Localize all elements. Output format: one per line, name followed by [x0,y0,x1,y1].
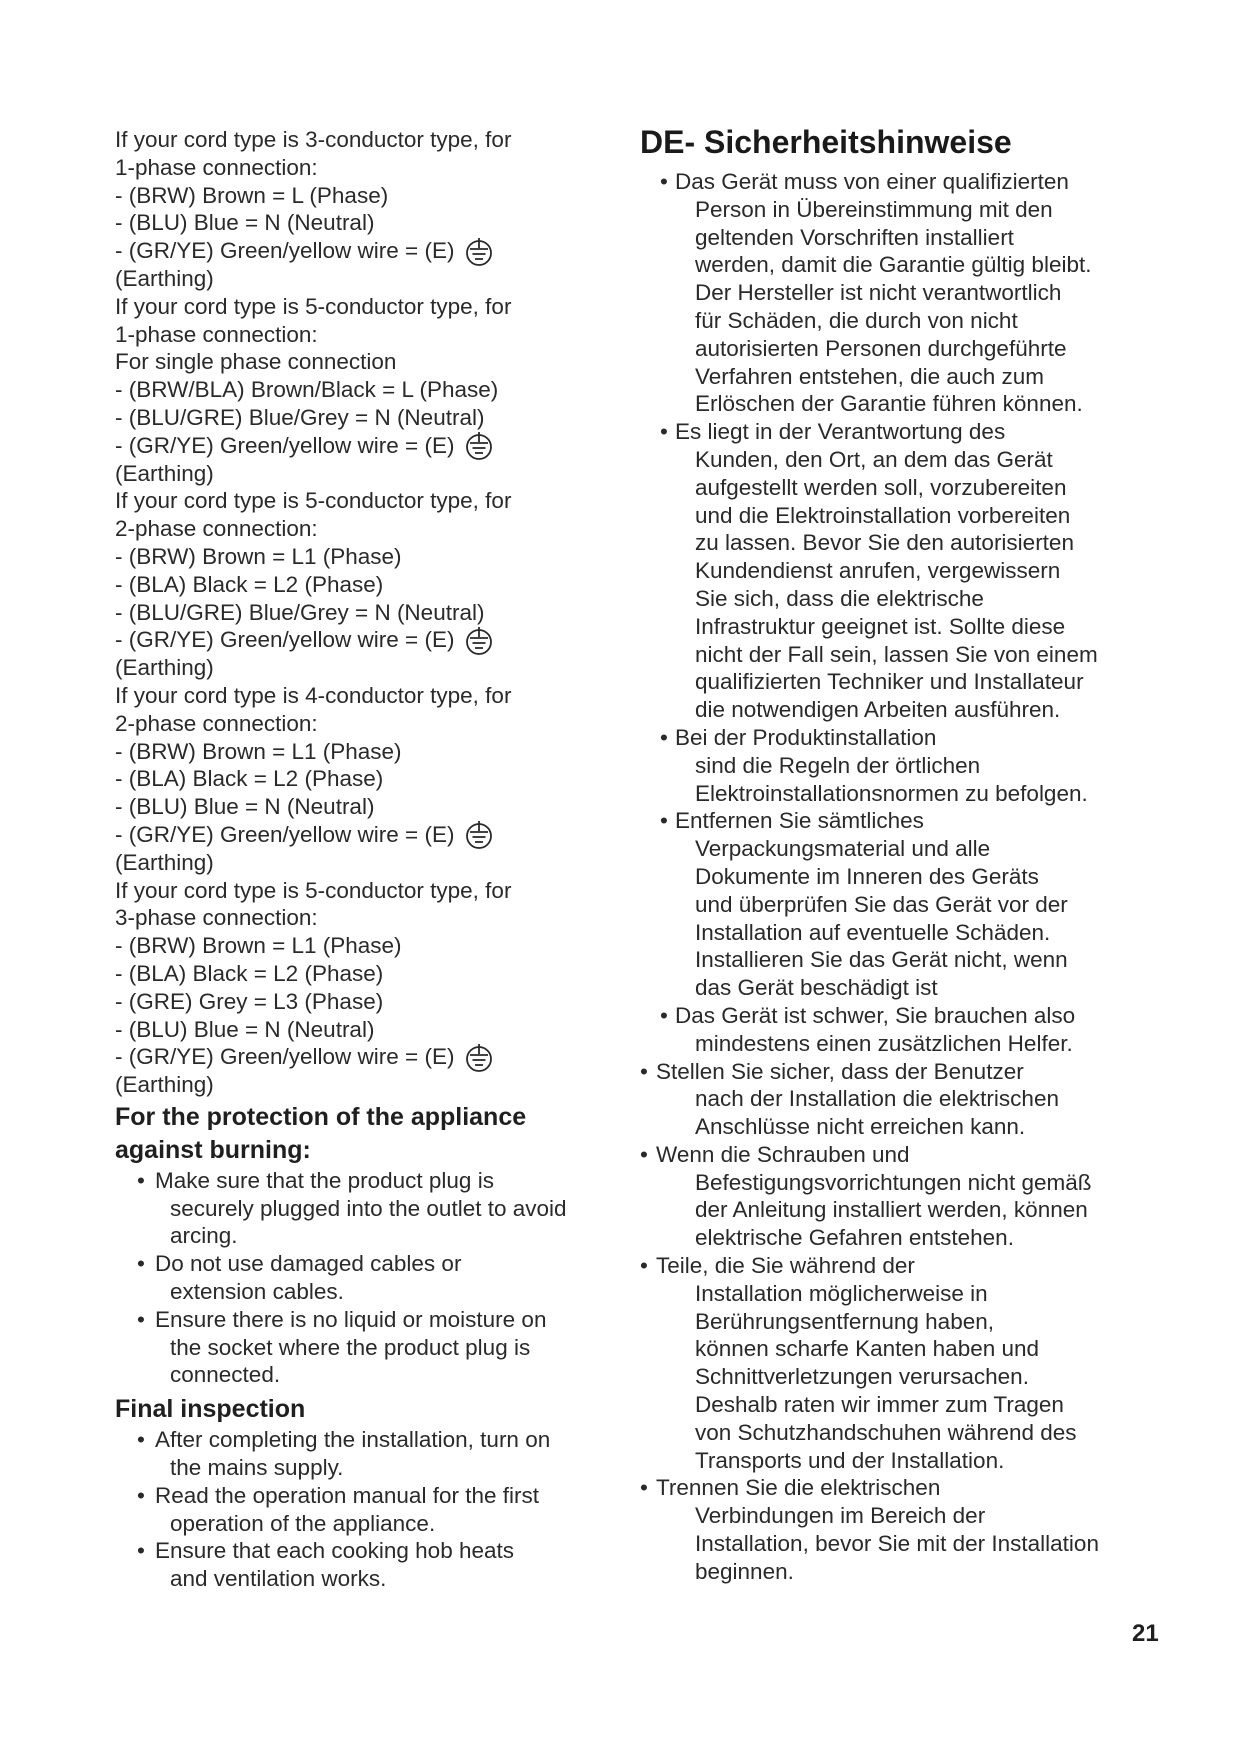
wiring-line [115,765,615,793]
bullet-text: • Es liegt in der Verantwortung des [640,418,1160,446]
bullet-text-continued: Der Hersteller ist nicht verantwortlich [695,280,1062,306]
wiring-line-text: (Earthing) [115,1072,214,1098]
bullet-text-continued: Anschlüsse nicht erreichen kann. [695,1114,1026,1140]
wiring-line [115,738,615,766]
bullet-text-continued: sind die Regeln der örtlichen [695,752,981,778]
bullet-text: • Das Gerät ist schwer, Sie brauchen also [640,1002,1160,1030]
bullet-text-continued: und überprüfen Sie das Gerät vor der [695,891,1068,917]
bullet-text-continued: Verbindungen im Bereich der [695,1503,986,1529]
wiring-line [115,904,615,932]
wiring-line [115,515,615,543]
bullet-text-continued: Erlöschen der Garantie führen können. [695,391,1083,417]
wiring-line [115,182,615,210]
wiring-line-text: (Earthing) [115,849,214,875]
bullet-text-continued: connected. [170,1362,281,1388]
wiring-line [115,293,615,321]
bullet-text-continued: das Gerät beschädigt ist [695,975,938,1001]
wiring-line-text: - (BLA) Black = L2 (Phase) [115,960,384,986]
bullet-text: • Do not use damaged cables or [115,1250,615,1278]
bullet-text-continued: Installieren Sie das Gerät nicht, wenn [695,947,1068,973]
wiring-line-text: - (BRW) Brown = L1 (Phase) [115,543,402,569]
bullet-text-continued: mindestens einen zusätzlichen Helfer. [695,1030,1073,1056]
section-heading-de: DE- Sicherheitshinweise [640,124,1012,160]
bullet-item [640,724,1160,807]
bullet-text-continued: der Anleitung installiert werden, können [695,1197,1088,1223]
wiring-line-text: 3-phase connection: [115,905,318,931]
wiring-line [115,487,615,515]
bullet-text-continued: Befestigungsvorrichtungen nicht gemäß [695,1169,1092,1195]
wiring-line [115,849,615,877]
bullet-text: • Ensure that each cooking hob heats [115,1537,615,1565]
bullet-text-continued: zu lassen. Bevor Sie den autorisierten [695,530,1074,556]
bullet-text: • Wenn die Schrauben und [640,1141,1160,1169]
bullet-text-continued: and ventilation works. [170,1566,387,1592]
wiring-line-text: If your cord type is 5-conductor type, for [115,488,512,514]
wiring-line-text: - (BRW) Brown = L (Phase) [115,182,389,208]
bullet-text-continued: und die Elektroinstallation vorbereiten [695,502,1071,528]
bullet-text-continued: für Schäden, die durch von nicht [695,307,1018,333]
wiring-line-text: - (BLU/GRE) Blue/Grey = N (Neutral) [115,599,485,625]
wiring-line [115,626,615,654]
wiring-line-text: For single phase connection [115,349,397,375]
bullet-text: • Ensure there is no liquid or moisture on [115,1306,615,1334]
bullet-item [115,1167,615,1250]
wiring-line-text: (Earthing) [115,460,214,486]
bullet-item [640,807,1160,1002]
wiring-line [115,460,615,488]
bullet-text-continued: securely plugged into the outlet to avoid [170,1195,567,1221]
wiring-line [115,154,615,182]
wiring-line [115,543,615,571]
left-column [115,126,615,1593]
wiring-line [115,793,615,821]
bullet-text-continued: die notwendigen Arbeiten ausführen. [695,697,1061,723]
bullet-text: • Bei der Produktinstallation [640,724,1160,752]
wiring-line-text: If your cord type is 4-conductor type, for [115,682,512,708]
wiring-line-text: - (BLU) Blue = N (Neutral) [115,1016,375,1042]
bullet-item [115,1426,615,1482]
bullet-text-continued: Kundendienst anrufen, vergewissern [695,558,1061,584]
bullet-text-continued: Dokumente im Inneren des Geräts [695,863,1039,889]
wiring-line-text: If your cord type is 3-conductor type, for [115,127,512,152]
wiring-line-text: (Earthing) [115,655,214,681]
wiring-line-text: - (GR/YE) Green/yellow wire = (E) [115,627,455,653]
bullet-text-continued: Infrastruktur geeignet ist. Sollte diese [695,613,1066,639]
bullet-text-continued: operation of the appliance. [170,1510,436,1536]
wiring-line [115,348,615,376]
wiring-line [115,126,615,154]
bullet-text: • Read the operation manual for the first [115,1482,615,1510]
bullet-text-continued: Deshalb raten wir immer zum Tragen [695,1392,1064,1418]
wiring-line [115,988,615,1016]
wiring-line-text: - (GR/YE) Green/yellow wire = (E) [115,432,455,458]
wiring-line [115,432,615,460]
wiring-line [115,404,615,432]
bullet-text: • After completing the installation, turn on [115,1426,615,1454]
wiring-line [115,821,615,849]
wiring-line-text: If your cord type is 5-conductor type, for [115,293,512,319]
bullet-text-continued: Schnittverletzungen verursachen. [695,1364,1029,1390]
wiring-line-text: - (BLU) Blue = N (Neutral) [115,210,375,236]
earth-ground-icon [464,1044,494,1071]
bullet-text-continued: Installation möglicherweise in [695,1280,988,1306]
bullet-text-continued: Person in Übereinstimmung mit den [695,196,1053,222]
wiring-line [115,960,615,988]
bullet-text-continued: beginnen. [695,1558,794,1584]
wiring-line [115,710,615,738]
wiring-line [115,376,615,404]
wiring-line-text: - (BRW) Brown = L1 (Phase) [115,738,402,764]
earth-ground-icon [464,627,494,654]
bullet-item [640,418,1160,724]
bullet-text: • Trennen Sie die elektrischen [640,1474,1160,1502]
right-column [640,122,1160,1586]
wiring-line [115,571,615,599]
earth-ground-icon [464,238,494,265]
wiring-line [115,265,615,293]
bullet-item [115,1482,615,1538]
safety-bullet-list-de [640,168,1160,1586]
bullet-text-continued: the socket where the product plug is [170,1334,531,1360]
bullet-text-continued: Kunden, den Ort, an dem das Gerät [695,446,1053,472]
wiring-line [115,237,615,265]
bullet-text-continued: autorisierten Personen durchgeführte [695,335,1067,361]
bullet-text: • Stellen Sie sicher, dass der Benutzer [640,1058,1160,1086]
page-number: 21 [1132,1620,1159,1647]
bullet-text-continued: nach der Installation die elektrischen [695,1086,1059,1112]
bullet-text-continued: werden, damit die Garantie gültig bleibt. [695,252,1092,278]
bullet-text-continued: von Schutzhandschuhen während des [695,1419,1077,1445]
bullet-text-continued: Verfahren entstehen, die auch zum [695,363,1044,389]
wiring-line-text: - (GR/YE) Green/yellow wire = (E) [115,1044,455,1070]
wiring-line-text: - (BLU) Blue = N (Neutral) [115,794,375,820]
wiring-line [115,599,615,627]
wiring-line [115,682,615,710]
earth-ground-icon [464,432,494,459]
bullet-text-continued: arcing. [170,1223,238,1249]
bullet-item [640,1252,1160,1474]
bullet-text: • Make sure that the product plug is [115,1167,615,1195]
final-inspection-heading: Final inspection [115,1395,306,1424]
protection-bullet-list [115,1167,615,1389]
bullet-item [115,1250,615,1306]
earth-ground-icon [464,821,494,848]
bullet-item [640,1474,1160,1585]
wiring-line-text: - (BLA) Black = L2 (Phase) [115,766,384,792]
wiring-line-text: 2-phase connection: [115,516,318,542]
wiring-line-text: - (GRE) Grey = L3 (Phase) [115,988,384,1014]
bullet-text-continued: Elektroinstallationsnormen zu befolgen. [695,780,1088,806]
bullet-text-continued: aufgestellt werden soll, vorzubereiten [695,474,1067,500]
wiring-instructions [115,126,615,1099]
bullet-text-continued: Verpackungsmaterial und alle [695,836,991,862]
wiring-line [115,1043,615,1071]
bullet-item [115,1306,615,1389]
bullet-text-continued: qualifizierten Techniker und Installateur [695,669,1084,695]
wiring-line-text: - (BRW/BLA) Brown/Black = L (Phase) [115,377,499,403]
wiring-line [115,877,615,905]
wiring-line [115,209,615,237]
wiring-line-text: - (GR/YE) Green/yellow wire = (E) [115,238,455,264]
bullet-text-continued: nicht der Fall sein, lassen Sie von einem [695,641,1098,667]
bullet-text-continued: Berührungsentfernung haben, [695,1308,994,1334]
wiring-line-text: 1-phase connection: [115,154,318,180]
wiring-line [115,654,615,682]
bullet-text-continued: Sie sich, dass die elektrische [695,585,984,611]
bullet-text-continued: the mains supply. [170,1455,344,1481]
bullet-text-continued: extension cables. [170,1279,344,1305]
bullet-item [640,1002,1160,1058]
protection-heading: For the protection of the appliance against burning: [115,1102,527,1164]
bullet-text-continued: Transports und der Installation. [695,1447,1005,1473]
bullet-text-continued: geltenden Vorschriften installiert [695,224,1014,250]
bullet-text-continued: Installation auf eventuelle Schäden. [695,919,1051,945]
bullet-text-continued: elektrische Gefahren entstehen. [695,1225,1014,1251]
bullet-item [640,168,1160,418]
bullet-item [640,1141,1160,1252]
wiring-line-text: - (BLU/GRE) Blue/Grey = N (Neutral) [115,404,485,430]
bullet-text-continued: können scharfe Kanten haben und [695,1336,1040,1362]
bullet-text-continued: Installation, bevor Sie mit der Installation [695,1531,1099,1557]
wiring-line [115,932,615,960]
wiring-line-text: If your cord type is 5-conductor type, for [115,877,512,903]
wiring-line-text: - (BLA) Black = L2 (Phase) [115,571,384,597]
bullet-item [115,1537,615,1593]
wiring-line-text: 1-phase connection: [115,321,318,347]
wiring-line-text: (Earthing) [115,265,214,291]
bullet-text: • Teile, die Sie während der [640,1252,1160,1280]
wiring-line-text: - (GR/YE) Green/yellow wire = (E) [115,821,455,847]
bullet-item [640,1058,1160,1141]
wiring-line [115,1071,615,1099]
wiring-line-text: - (BRW) Brown = L1 (Phase) [115,933,402,959]
wiring-line [115,1016,615,1044]
wiring-line [115,321,615,349]
final-inspection-bullet-list [115,1426,615,1593]
bullet-text: • Entfernen Sie sämtliches [640,807,1160,835]
bullet-text: • Das Gerät muss von einer qualifizierten [640,168,1160,196]
wiring-line-text: 2-phase connection: [115,710,318,736]
